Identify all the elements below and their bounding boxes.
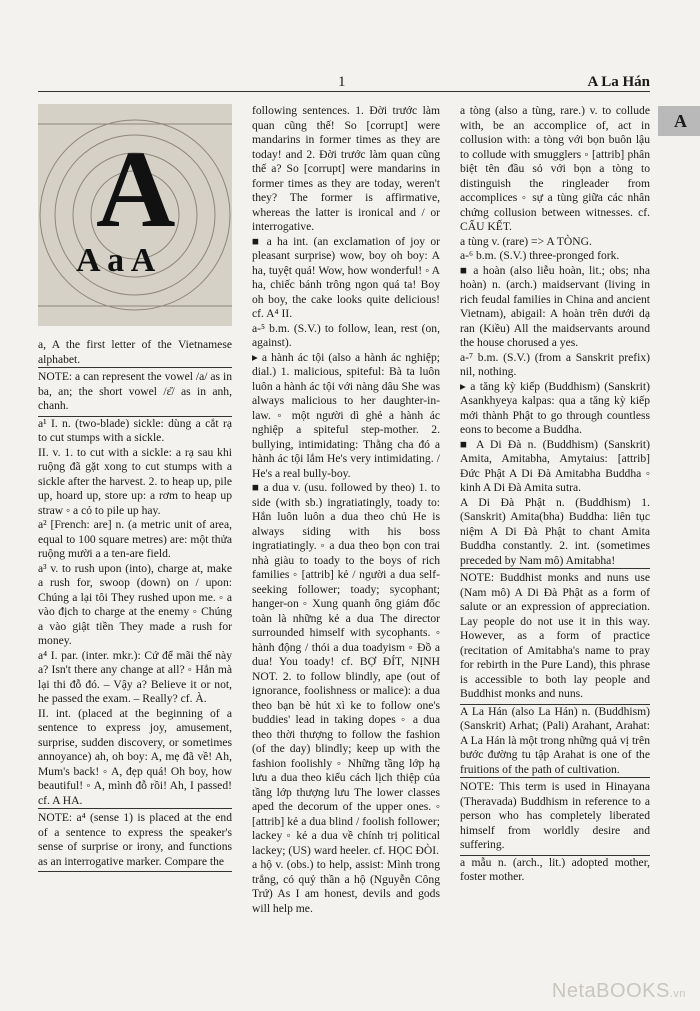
running-header	[38, 74, 650, 90]
page-number: 1	[338, 74, 346, 90]
guide-word: A La Hán	[587, 74, 650, 90]
entry: a³ v. to rush upon (into), charge at, make a rush for, swoop (down) on / upon: Chúng a lại tôi They rushed upon me. ◦ a vào địch to charge at the enemy ◦ Chúng a vào giật tiền They made a rush for money.	[38, 561, 232, 647]
entry: a tòng (also a tùng, rare.) v. to collude with, be an accomplice of, act in collusion with: a tòng với bọn buôn lậu to collude with smugglers ◦ [attrib] phân biệt tên đầu sỏ với bọn a tòng to distinguish the ringleader from accomplices ◦ sự a tùng giữa các nhân chứng collusion between witnesses. cf. CẤU KẾT.	[460, 104, 650, 233]
entry: ▸ a hành ác tội (also a hành ác nghiệp; dial.) 1. malicious, spiteful: Bà ta luôn luôn a hành ác tội với nàng dâu She was always malicious to her daughter-in-law. ◦ một người dì ghẻ a hành ác nghiệp a spiteful step-mother. 2. bullying, intimidating: Thằng cha đó a hành ác tội lắm He's very intimidating. / He's a real bully-boy.	[252, 350, 440, 480]
entry: a⁴ I. par. (inter. mkr.): Cứ để mãi thế này a? Isn't there any change at all? ◦ Hắn mà lại thi đỗ đó. – Vậy a? Believe it or not, he passed the exam. – Really? cf. À.	[38, 648, 232, 705]
entry: II. int. (placed at the beginning of a sentence to express joy, amusement, surprise, sudden discovery, or sometimes annoyance) ah, oh boy: A, mẹ đã về! Ah, Mum's back! ◦ A, đẹp quá! Oh boy, how beautiful! ◦ A, mình đỗ rồi! Ah, I passed! cf. A HA.	[38, 706, 232, 807]
entry: a-⁶ b.m. (S.V.) three-pronged fork.	[460, 249, 620, 262]
watermark-suffix: .vn	[669, 988, 686, 1000]
entry: II. v. 1. to cut with a sickle: a rạ sau khi ruộng đã gặt xong to cut stumps with a sickle after the harvest. 2. to heap up, pile up, hoard up, store up: a rơm to heap up straw ◦ a cỏ to pile up hay.	[38, 445, 232, 517]
big-letter: A	[96, 128, 176, 250]
entry: a¹ I. n. (two-blade) sickle: dùng a cắt rạ to cut stumps with a sickle.	[38, 416, 232, 444]
column-2	[252, 104, 440, 916]
entry: ■ a hoàn (also liễu hoàn, lit.; obs; nha hoàn) n. (arch.) maidservant (living in rich feudal families in China and ancient Vietnam), abigail: A hoàn trên dưới dạ ran (Kiều) All the maidservants around the house chorused a yes.	[460, 263, 650, 349]
entry: a-⁵ b.m. (S.V.) to follow, lean, rest (on, against).	[252, 321, 440, 349]
column-1	[38, 104, 232, 872]
header-rule	[38, 91, 650, 92]
note-box: NOTE: a⁴ (sense 1) is placed at the end of a sentence to express the speaker's sense of surprise or irony, and functions as an interrogative marker. Compare the	[38, 808, 232, 872]
entry: a tùng v. (rare) => A TÒNG.	[460, 234, 592, 248]
watermark-logo	[552, 980, 686, 1003]
entry: ▸ a tăng kỳ kiếp (Buddhism) (Sanskrit) Asankhyeya kalpas: qua a tăng kỳ kiếp mới thành Phật to go through countless eons to become a Buddha.	[460, 379, 650, 436]
entry: ■ a dua v. (usu. followed by theo) 1. to side (with sb.) ingratiatingly, toady to: Hắn luôn luôn a dua theo chủ He is always siding with his boss ingratiatingly. ◦ a dua theo bọn con trai nhà giàu to toady to the boys of rich families ◦ [attrib] kẻ / người a dua self-seeking follower; toady; sycophant; hanger-on ◦ Xung quanh ông giám đốc toàn là những kẻ a dua The director surrounded himself with sycophants. ◦ hành động / thói a dua toadyism ◦ Đồ a dua! You toady! cf. BỢ ĐÍT, NỊNH NOT. 2. to follow blindly, ape (out of ignorance, foolishness or malice): a dua theo bạn bè hút xì ke to follow one's buddies' lead in taking dopes ◦ a dua theo thời thượng to follow the fashion (of the day) blindly; keep up with the fashion foolishly ◦ Những tầng lớp hạ lưu a dua theo kiểu cách lịch thiệp của tầng lớp thượng lưu The lower classes aped the decorum of the upper ones. ◦ [attrib] kẻ a dua blind / foolish follower; lackey ◦ kẻ a dua về chính trị political lackey; (US) ward heeler. cf. HỌC ĐÒI.	[252, 481, 440, 857]
entry: a² [French: are] n. (a metric unit of area, equal to 100 square metres) are: một thửa ruộng mười a a ten-are field.	[38, 518, 232, 560]
thumb-index-tab: A	[658, 106, 700, 136]
entry: a mẫu n. (arch., lit.) adopted mother, foster mother.	[460, 855, 650, 883]
entry: ■ a ha int. (an exclamation of joy or pleasant surprise) wow, boy oh boy: A ha, tuyệt quá! Wow, how wonderful! ◦ A ha, chiếc bánh trông ngon quá ta! Boy oh boy, the cake looks quite delicious! cf. A⁴ II.	[252, 234, 440, 320]
note-box: NOTE: a can represent the vowel /a/ as in ba, an; the short vowel /ɛ̆/ as in anh, chanh.	[38, 367, 232, 417]
entry: ■ A Di Đà n. (Buddhism) (Sanskrit) Amita, Amitabha, Amytaius: [attrib] Đức Phật A Di Đà Amitabha Buddha ◦ kinh A Di Đà Amita sutra.	[460, 437, 650, 494]
entry: a hộ v. (obs.) to help, assist: Mình trong trắng, có quỷ thần a hộ (Nguyễn Công Trứ) As I am honest, devils and gods will help me.	[252, 858, 440, 915]
watermark-brand: NetaBOOKS	[551, 980, 670, 1002]
column-3	[460, 104, 650, 885]
entry: a-⁷ b.m. (S.V.) (from a Sanskrit prefix) nil, nothing.	[460, 350, 650, 378]
entry: a, A the first letter of the Vietnamese alphabet.	[38, 338, 232, 366]
entry: A Di Đà Phật n. (Buddhism) 1. (Sanskrit) Amita(bha) Buddha: liên tục niệm A Di Đà Phật to chant Amita Buddha constantly. 2. int. (sometimes preceded by Nam mô) Amitabha!	[460, 495, 650, 567]
note-box: NOTE: This term is used in Hinayana (Theravada) Buddhism in reference to a person who has completely liberated himself from worldly desire and suffering.	[460, 777, 650, 856]
entry: following sentences. 1. Đời trước làm quan cũng thế! So [corrupt] were mandarins in former times as they are today! and 2. Đời trước làm quan cũng thế a? So [corrupt] were mandarins in former times as they are today, weren't they? The former is affirmative, whereas the latter is ironical and / or interrogative.	[252, 104, 440, 233]
note-box: NOTE: Buddhist monks and nuns use (Nam mô) A Di Đà Phật as a form of salute or an expression of appreciation. Lay people do not use it in this way. However, as a form of practice (recitation of Amitabha's name to pray for rebirth in the Pure Land), this phrase is accessible to both lay people and Buddhist monks and nuns.	[460, 568, 650, 705]
entry: A La Hán (also La Hán) n. (Buddhism) (Sanskrit) Arhat; (Pali) Arahant, Arahat: A La Hán là một trong những quả vị trên bước đường tu tập Arahat is one of the fruitions of the path of cultivation.	[460, 704, 650, 776]
letter-illustration	[38, 104, 232, 326]
letter-forms: A a A	[76, 242, 156, 279]
